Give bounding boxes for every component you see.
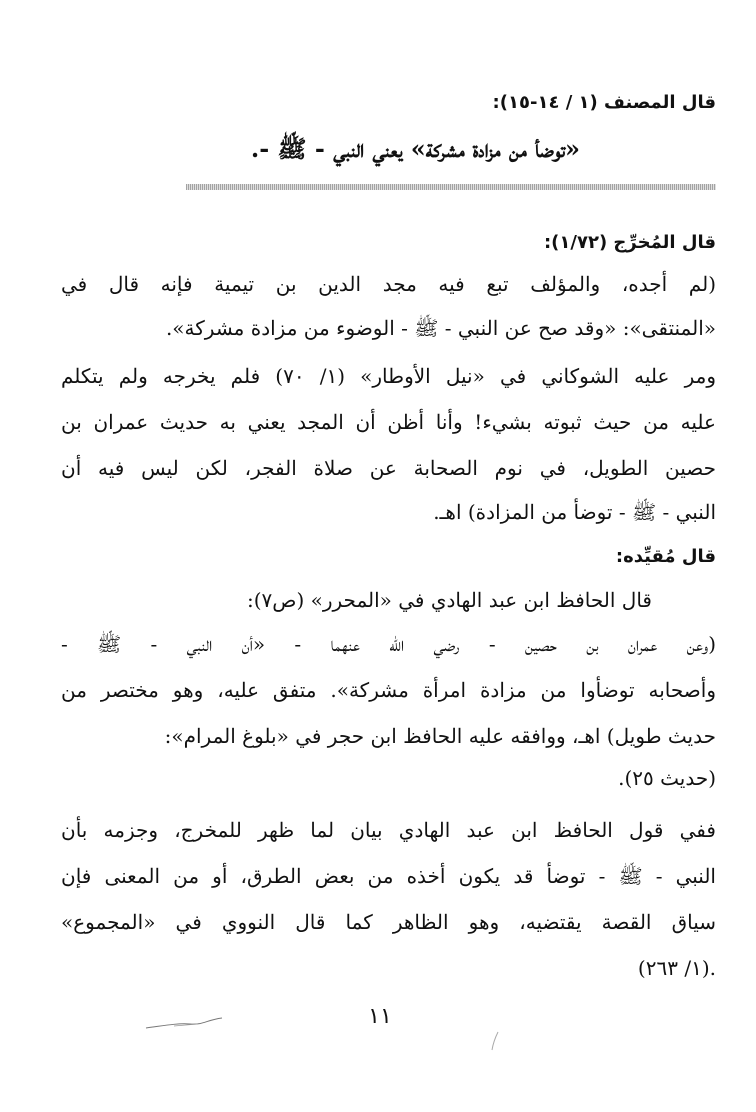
section-divider — [186, 184, 716, 190]
paragraph-line: قال الحافظ ابن عبد الهادي في «المحرر» (ص٧): — [246, 588, 652, 612]
paragraph-line: النبي - ﷺ - توضأ قد يكون أخذه من بعض الطرق، أو من المعنى فإن — [61, 864, 716, 888]
paragraph-line: (حديث ٢٥). — [618, 766, 716, 790]
paragraph-line: (لم أجده، والمؤلف تبع فيه مجد الدين بن تيمية فإنه قال في — [61, 272, 716, 296]
paragraph-line: ومر عليه الشوكاني في «نيل الأوطار» (١/ ٧٠) فلم يخرجه ولم يتكلم — [61, 364, 716, 388]
quoted-statement: «توضأ من مزادة مشركة» يعني النبي - ﷺ -. — [250, 134, 580, 163]
paragraph-line: حصين الطويل، في نوم الصحابة عن صلاة الفجر، لكن ليس فيه أن — [61, 456, 716, 480]
paragraph-line: ففي قول الحافظ ابن عبد الهادي بيان لما ظهر للمخرج، وجزمه بأن — [61, 818, 716, 842]
paragraph-line: سياق القصة يقتضيه، وهو الظاهر كما قال النووي في «المجموع» — [61, 910, 716, 934]
author-heading: قال المصنف (١ / ١٤-١٥): — [492, 92, 716, 113]
muqayyid-heading: قال مُقيِّده: — [615, 546, 716, 567]
paragraph-line: (١/ ٢٦٣). — [637, 956, 716, 980]
page-number: ١١ — [368, 1004, 392, 1029]
pen-tick-mark — [488, 1030, 502, 1052]
paragraph-line: وأصحابه توضأوا من مزادة امرأة مشركة». متفق عليه، وهو مختصر من — [61, 678, 716, 702]
pen-scribble-mark — [144, 1014, 224, 1032]
mukharrij-heading: قال المُخرِّج (١/٧٢): — [543, 232, 716, 253]
paragraph-line: (وعن عمران بن حصين - رضي الله عنهما - «أن النبي - ﷺ - — [61, 632, 716, 656]
paragraph-line: حديث طويل) اهـ، ووافقه عليه الحافظ ابن حجر في «بلوغ المرام»: — [164, 724, 716, 748]
paragraph-line: عليه من حيث ثبوته بشيء! وأنا أظن أن المجد يعني به حديث عمران بن — [61, 410, 716, 434]
paragraph-line: النبي - ﷺ - توضأ من المزادة) اهـ. — [433, 500, 716, 524]
paragraph-line: «المنتقى»: «وقد صح عن النبي - ﷺ - الوضوء من مزادة مشركة». — [165, 316, 716, 340]
